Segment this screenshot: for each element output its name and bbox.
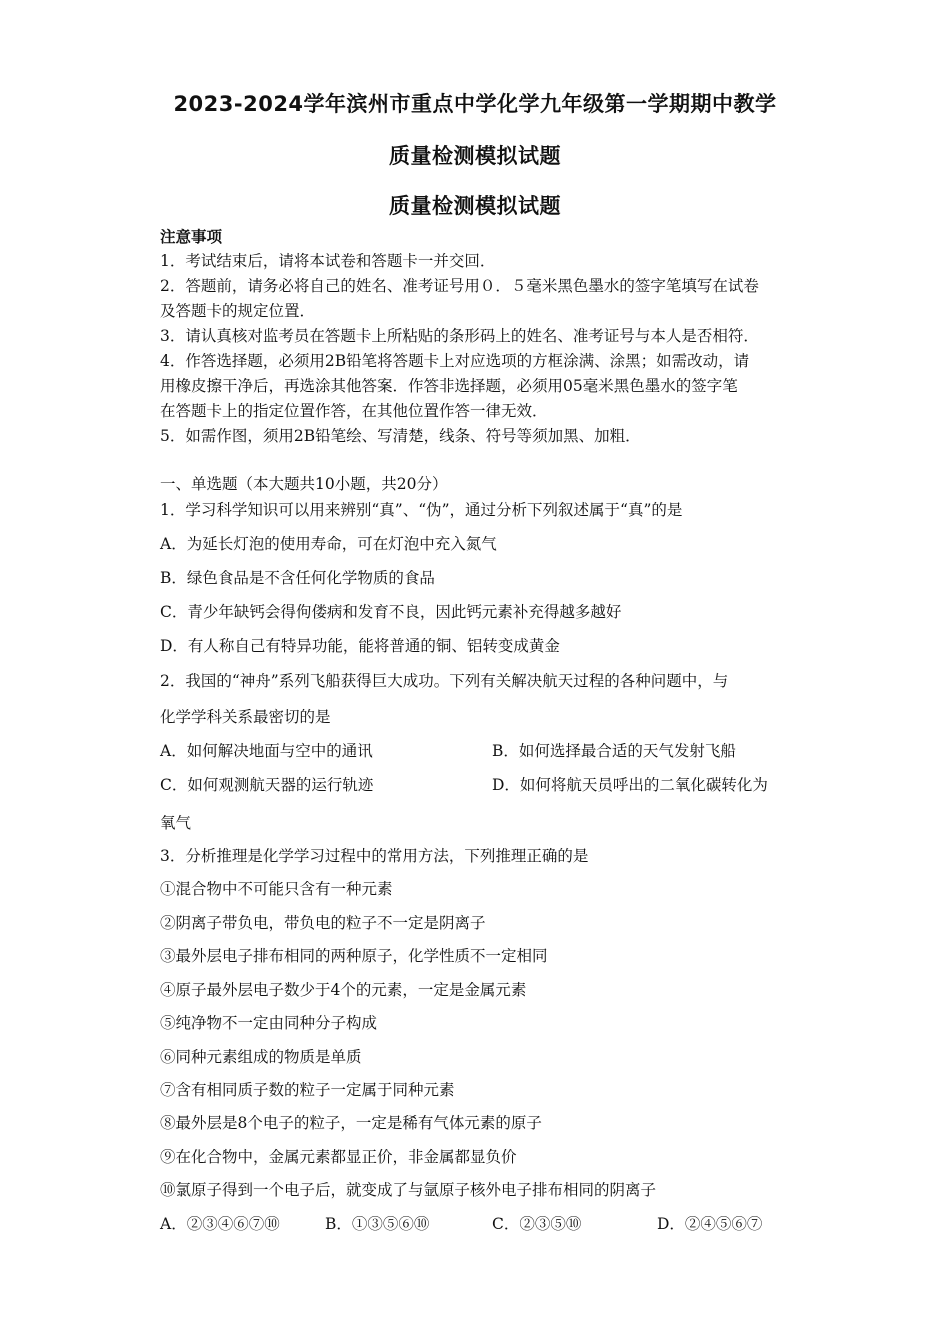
- notice-item: 在答题卡上的指定位置作答，在其他位置作答一律无效．: [160, 402, 548, 420]
- question-2-stem: 2．我国的“神舟”系列飞船获得巨大成功。下列有关解决航天过程的各种问题中，与: [160, 672, 729, 690]
- notice-item: 用橡皮擦干净后，再选涂其他答案．作答非选择题，必须用05毫米黑色墨水的签字笔: [160, 377, 738, 395]
- notice-item: 4．作答选择题，必须用2B铅笔将答题卡上对应选项的方框涂满、涂黑；如需改动，请: [160, 352, 750, 370]
- question-3-statement: ②阴离子带负电，带负电的粒子不一定是阴离子: [160, 914, 486, 932]
- question-3-option-a: A．②③④⑥⑦⑩: [160, 1215, 280, 1233]
- question-3-statement: ①混合物中不可能只含有一种元素: [160, 880, 393, 898]
- exam-title-line2: 质量检测模拟试题: [389, 144, 561, 168]
- question-3-option-c: C．②③⑤⑩: [492, 1215, 582, 1233]
- question-2-stem-cont: 化学学科关系最密切的是: [160, 708, 331, 726]
- question-2-option-d-cont: 氧气: [160, 814, 192, 832]
- question-2-option-b: B．如何选择最合适的天气发射飞船: [492, 742, 736, 760]
- question-3-statement: ③最外层电子排布相同的两种原子，化学性质不一定相同: [160, 947, 548, 965]
- notice-item: 1．考试结束后，请将本试卷和答题卡一并交回．: [160, 252, 496, 270]
- question-1-option-b: B．绿色食品是不含任何化学物质的食品: [160, 569, 435, 587]
- question-1-option-a: A．为延长灯泡的使用寿命，可在灯泡中充入氮气: [160, 535, 497, 553]
- question-3-statement: ⑨在化合物中，金属元素都显正价，非金属都显负价: [160, 1148, 517, 1166]
- question-1-option-d: D．有人称自己有特异功能，能将普通的铜、铝转变成黄金: [160, 637, 560, 655]
- question-3-option-d: D．②④⑤⑥⑦: [657, 1215, 763, 1233]
- question-3-statement: ⑩氯原子得到一个电子后，就变成了与氩原子核外电子排布相同的阴离子: [160, 1181, 657, 1199]
- question-3-stem: 3．分析推理是化学学习过程中的常用方法，下列推理正确的是: [160, 847, 589, 865]
- exam-title-line3: 质量检测模拟试题: [389, 194, 561, 218]
- question-1-option-c: C．青少年缺钙会得佝偻病和发育不良，因此钙元素补充得越多越好: [160, 603, 622, 621]
- section-heading: 一、单选题（本大题共10小题，共20分）: [160, 475, 448, 493]
- question-3-statement: ⑧最外层是8个电子的粒子，一定是稀有气体元素的原子: [160, 1114, 542, 1132]
- question-2-option-d: D．如何将航天员呼出的二氧化碳转化为: [492, 776, 768, 794]
- notice-item: 及答题卡的规定位置．: [160, 302, 316, 320]
- notice-heading: 注意事项: [160, 227, 223, 246]
- notice-item: 3．请认真核对监考员在答题卡上所粘贴的条形码上的姓名、准考证号与本人是否相符．: [160, 327, 759, 345]
- notice-item: 2．答题前，请务必将自己的姓名、准考证号用０．５毫米黑色墨水的签字笔填写在试卷: [160, 277, 759, 295]
- question-3-option-b: B．①③⑤⑥⑩: [325, 1215, 430, 1233]
- question-3-statement: ④原子最外层电子数少于4个的元素，一定是金属元素: [160, 981, 527, 999]
- question-2-option-c: C．如何观测航天器的运行轨迹: [160, 776, 374, 794]
- question-3-statement: ⑥同种元素组成的物质是单质: [160, 1048, 362, 1066]
- question-2-option-a: A．如何解决地面与空中的通讯: [160, 742, 373, 760]
- question-3-statement: ⑤纯净物不一定由同种分子构成: [160, 1014, 378, 1032]
- question-3-statement: ⑦含有相同质子数的粒子一定属于同种元素: [160, 1081, 455, 1099]
- exam-title-line1: 2023-2024学年滨州市重点中学化学九年级第一学期期中教学: [173, 92, 777, 116]
- question-1-stem: 1．学习科学知识可以用来辨别“真”、“伪”，通过分析下列叙述属于“真”的是: [160, 501, 683, 519]
- notice-item: 5．如需作图，须用2B铅笔绘、写清楚，线条、符号等须加黑、加粗．: [160, 427, 641, 445]
